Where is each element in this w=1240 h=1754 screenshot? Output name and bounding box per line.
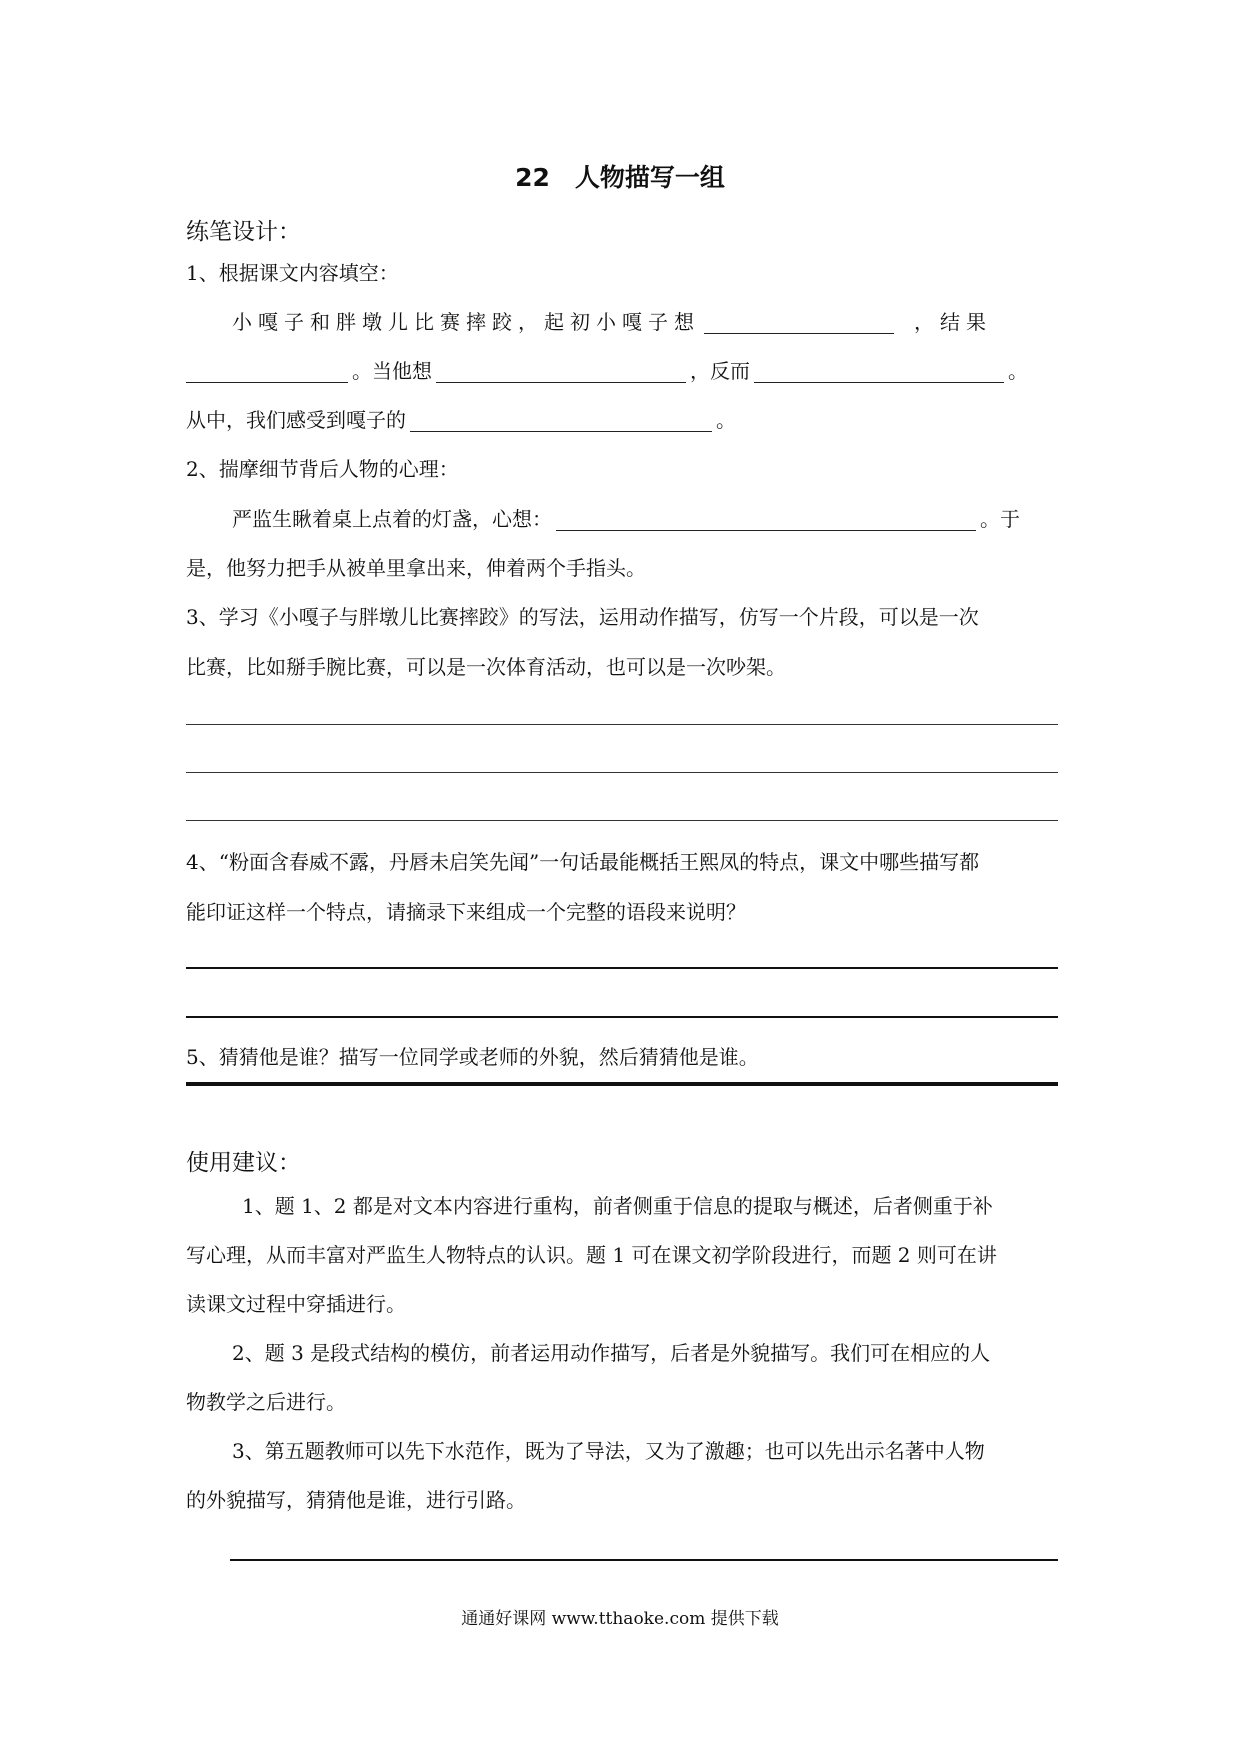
- advice-p2-line2: 物教学之后进行。: [186, 1390, 346, 1414]
- section-divider: [186, 1082, 1058, 1086]
- page-title: 22 人物描写一组: [515, 163, 725, 192]
- advice-p3-line1: 3、第五题教师可以先下水范作，既为了导法，又为了激趣；也可以先出示名著中人物: [232, 1439, 985, 1463]
- q5-line1: 5、猜猜他是谁？描写一位同学或老师的外貌，然后猜猜他是谁。: [186, 1045, 759, 1069]
- q1-prompt: 1、根据课文内容填空：: [186, 261, 399, 285]
- q1-blank-3[interactable]: [436, 360, 686, 383]
- q1-text-e: 。: [1008, 359, 1028, 383]
- q1-text-d: ，反而: [690, 359, 750, 383]
- q2-text-a: 严监生瞅着桌上点着的灯盏，心想：: [232, 507, 552, 531]
- advice-p1-line1: 1、题 1、2 都是对文本内容进行重构，前者侧重于信息的提取与概述，后者侧重于补: [242, 1194, 993, 1218]
- bottom-rule: [230, 1559, 1058, 1561]
- q4-line1: 4、“粉面含春威不露，丹唇未启笑先闻”一句话最能概括王熙凤的特点，课文中哪些描写都: [186, 850, 980, 874]
- advice-p1-line3: 读课文过程中穿插进行。: [186, 1292, 406, 1316]
- q1-text-c: 。当他想: [352, 359, 432, 383]
- q1-line2: [186, 359, 1028, 383]
- q1-text-f: 从中，我们感受到嘎子的: [186, 408, 406, 432]
- q1-text-b: ，结果: [914, 310, 992, 334]
- q2-text-b: 。于: [980, 507, 1020, 531]
- q1-text-a: 小嘎子和胖墩儿比赛摔跤，起初小嘎子想: [232, 310, 700, 334]
- q1-line3: [186, 408, 736, 432]
- q1-blank-5[interactable]: [410, 409, 712, 432]
- q1-blank-4[interactable]: [754, 360, 1004, 383]
- section-heading-practice: 练笔设计：: [186, 219, 301, 245]
- q1-blank-2[interactable]: [186, 360, 348, 383]
- advice-p3-line2: 的外貌描写，猜猜他是谁，进行引路。: [186, 1488, 526, 1512]
- section-heading-advice: 使用建议：: [186, 1150, 301, 1176]
- q3-answer-line-3[interactable]: [186, 820, 1058, 821]
- q2-blank[interactable]: [556, 508, 976, 531]
- advice-p1-line2: 写心理，从而丰富对严监生人物特点的认识。题 1 可在课文初学阶段进行，而题 2 则可在讲: [186, 1243, 997, 1267]
- q4-answer-line-2[interactable]: [186, 1016, 1058, 1018]
- q3-answer-line-1[interactable]: [186, 724, 1058, 725]
- q3-line2: 比赛，比如掰手腕比赛，可以是一次体育活动，也可以是一次吵架。: [186, 655, 786, 679]
- q4-line2: 能印证这样一个特点，请摘录下来组成一个完整的语段来说明？: [186, 900, 746, 924]
- q1-line1: [232, 310, 992, 334]
- footer-credit: 通通好课网 www.tthaoke.com 提供下载: [461, 1609, 779, 1629]
- q1-blank-1[interactable]: [704, 311, 894, 334]
- q1-text-g: 。: [716, 408, 736, 432]
- q3-line1: 3、学习《小嘎子与胖墩儿比赛摔跤》的写法，运用动作描写，仿写一个片段，可以是一次: [186, 605, 979, 629]
- q2-line2: 是，他努力把手从被单里拿出来，伸着两个手指头。: [186, 556, 646, 580]
- q2-prompt: 2、揣摩细节背后人物的心理：: [186, 457, 459, 481]
- q3-answer-line-2[interactable]: [186, 772, 1058, 773]
- q4-answer-line-1[interactable]: [186, 967, 1058, 969]
- advice-p2-line1: 2、题 3 是段式结构的模仿，前者运用动作描写，后者是外貌描写。我们可在相应的人: [232, 1341, 991, 1365]
- q2-line1: [232, 507, 1020, 531]
